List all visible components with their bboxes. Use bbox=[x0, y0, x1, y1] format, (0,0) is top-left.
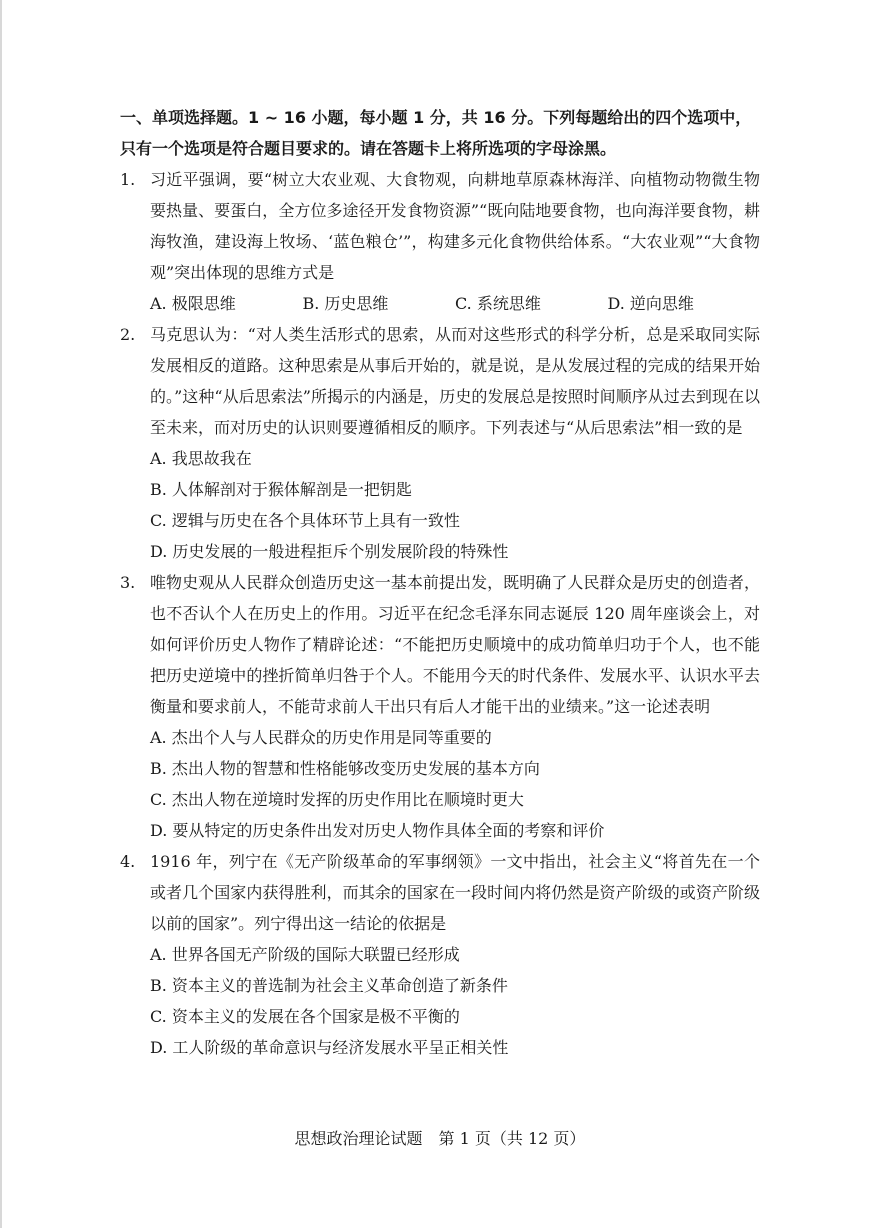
option-c: C. 逻辑与历史在各个具体环节上具有一致性 bbox=[150, 511, 460, 530]
question-text: 1916 年，列宁在《无产阶级革命的军事纲领》一文中指出，社会主义“将首先在一个或者几个国家内获得胜利，而其余的国家在一段时间内将仍然是资产阶级的或资产阶级以前的国家”。列宁得出这一结论的依据是 bbox=[150, 852, 760, 933]
option-d: D. 要从特定的历史条件出发对历史人物作具体全面的考察和评价 bbox=[150, 821, 605, 840]
option-d: D. 工人阶级的革命意识与经济发展水平呈正相关性 bbox=[150, 1038, 509, 1057]
section-heading-line-2: 只有一个选项是符合题目要求的。请在答题卡上将所选项的字母涂黑。 bbox=[120, 139, 617, 158]
option-c: C. 杰出人物在逆境时发挥的历史作用比在顺境时更大 bbox=[150, 790, 524, 809]
question-3 bbox=[120, 567, 760, 722]
question-1 bbox=[120, 164, 760, 288]
question-4 bbox=[120, 846, 760, 939]
option-a: A. 极限思维 bbox=[150, 294, 236, 313]
option-b: B. 资本主义的普选制为社会主义革命创造了新条件 bbox=[150, 976, 508, 995]
option-c: C. 系统思维 bbox=[455, 294, 541, 313]
question-1-options bbox=[120, 288, 760, 319]
question-text: 唯物史观从人民群众创造历史这一基本前提出发，既明确了人民群众是历史的创造者，也不否认个人在历史上的作用。习近平在纪念毛泽东同志诞辰 120 周年座谈会上，对如何评价历史人物作了精辟论述：“不能把历史顺境中的成功简单归功于个人，也不能把历史逆境中的挫折简单归咎于个人。不能用今天的时代条件、发展水平、认识水平去衡量和要求前人，不能苛求前人干出只有后人才能干出的业绩来。”这一论述表明 bbox=[150, 573, 760, 716]
option-d: D. 逆向思维 bbox=[607, 294, 694, 313]
question-number: 3. bbox=[120, 573, 136, 592]
option-a: A. 杰出个人与人民群众的历史作用是同等重要的 bbox=[150, 728, 492, 747]
option-d: D. 历史发展的一般进程拒斥个别发展阶段的特殊性 bbox=[150, 542, 509, 561]
question-text: 马克思认为：“对人类生活形式的思索，从而对这些形式的科学分析，总是采取同实际发展相反的道路。这种思索是从事后开始的，就是说，是从发展过程的完成的结果开始的。”这种“从后思索法”所揭示的内涵是，历史的发展总是按照时间顺序从过去到现在以至未来，而对历史的认识则要遵循相反的顺序。下列表述与“从后思索法”相一致的是 bbox=[150, 325, 760, 437]
option-b: B. 历史思维 bbox=[302, 294, 389, 313]
option-b: B. 杰出人物的智慧和性格能够改变历史发展的基本方向 bbox=[150, 759, 540, 778]
option-a: A. 我思故我在 bbox=[150, 449, 252, 468]
question-2 bbox=[120, 319, 760, 443]
section-heading-line-1: 一、单项选择题。1 ~ 16 小题，每小题 1 分，共 16 分。下列每题给出的四个选项中， bbox=[120, 108, 752, 127]
option-a: A. 世界各国无产阶级的国际大联盟已经形成 bbox=[150, 945, 460, 964]
question-number: 2. bbox=[120, 325, 136, 344]
question-text: 习近平强调，要“树立大农业观、大食物观，向耕地草原森林海洋、向植物动物微生物要热量、要蛋白，全方位多途径开发食物资源”“既向陆地要食物，也向海洋要食物，耕海牧渔，建设海上牧场、‘蓝色粮仓’”，构建多元化食物供给体系。“大农业观”“大食物观”突出体现的思维方式是 bbox=[150, 170, 760, 282]
question-number: 1. bbox=[120, 170, 136, 189]
page-content bbox=[120, 102, 760, 1063]
page-footer: 思想政治理论试题 第 1 页（共 12 页） bbox=[294, 1129, 586, 1148]
question-number: 4. bbox=[120, 852, 136, 871]
option-c: C. 资本主义的发展在各个国家是极不平衡的 bbox=[150, 1007, 460, 1026]
option-b: B. 人体解剖对于猴体解剖是一把钥匙 bbox=[150, 480, 412, 499]
